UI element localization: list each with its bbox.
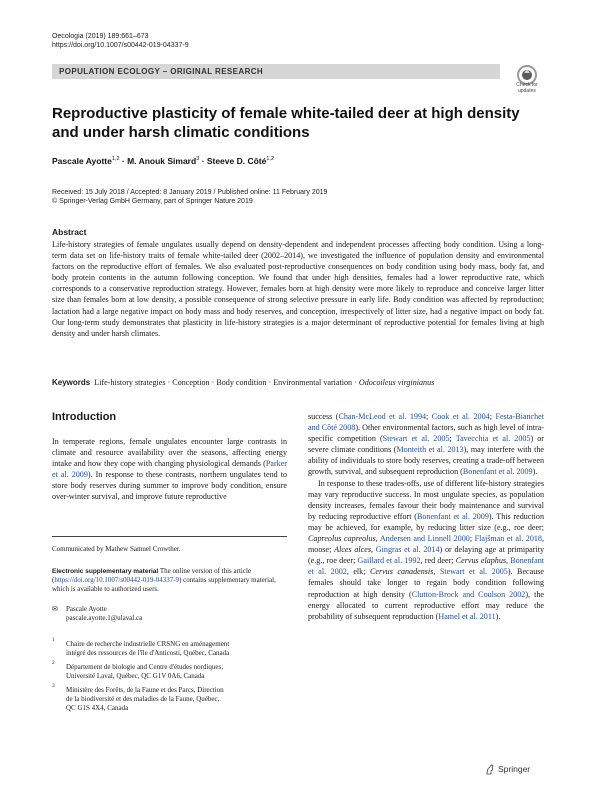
- journal-header: [52, 32, 189, 50]
- keywords-list: Life-history strategies · Conception · Body condition · Environmental variation ·: [94, 378, 359, 387]
- citation-link[interactable]: Cook et al. 2004: [431, 412, 490, 421]
- body-text: ). Because females should take longer to regain body condition following reproduction at high density (: [308, 567, 545, 599]
- body-text: ;: [426, 412, 432, 421]
- corresponding-author: [66, 605, 286, 623]
- affiliation: Chaire de recherche industrielle CRSNG en aménagement intégré des ressources de l'île d'Anticosti, Québec, Canada: [66, 640, 230, 657]
- affiliation-number: 2: [52, 660, 55, 666]
- citation-link[interactable]: Hamel et al. 2011: [438, 611, 496, 621]
- abstract-text: Life-history strategies of female ungulates usually depend on density-dependent and independent processes affecting body condition. Using a long-term data set on life-history traits of female white-tailed deer (2002–2014), we investigated the influence of population density and environmental factors on the reproductive effort of females. We also evaluated post-reproductive consequences on body condition using body mass, body fat, and body protein contents in the autumn following conception. We found that under high densities, females had a lower reproductive rate, which corresponds to a conservative reproduction strategy. However, females born at high density were more likely to reproduce and conceive larger litter size than females born at low density, a possible consequence of strong selective pressure in early life. Body condition was affected by reproduction; lactation had a large negative impact on body mass and body reserves, and conception, irrespectively of litter size, had a negative impact on body fat. Our long-term study demonstrates that plasticity in life-history strategies is a major determinant of reproductive potential for females living at high density and under harsh climates.: [52, 240, 544, 338]
- body-text: ), the energy allocated to current reproductive effort may reduce the probability of subsequent reproduction (: [308, 589, 544, 621]
- citation-link[interactable]: Gingras et al. 2014: [375, 545, 440, 555]
- author-separator: ·: [199, 156, 207, 166]
- author-affiliation-ref: 1,2: [111, 156, 120, 163]
- citation-link[interactable]: Bonenfant et al. 2009: [462, 467, 533, 477]
- citation-link[interactable]: Tavecchia et al. 2005: [455, 434, 531, 444]
- keywords: [52, 377, 544, 388]
- citation-link[interactable]: Stewart et al. 2005: [439, 567, 508, 577]
- springer-horse-icon: [485, 764, 495, 775]
- body-text: , moose;: [308, 534, 545, 555]
- body-text: ) or delaying age at primiparity (e.g., roe deer;: [308, 545, 545, 566]
- affiliation-number: 1: [52, 637, 55, 643]
- body-text: ) or severe climate conditions (: [308, 434, 544, 455]
- citation-link[interactable]: Stewart et al. 2005: [382, 434, 450, 444]
- body-text: success (: [308, 412, 339, 421]
- citation-link[interactable]: Chan-McLeod et al. 1994: [338, 412, 427, 421]
- affiliation: Ministère des Forêts, de la Faune et des Parcs, Direction de la biodiversité et des maladies de la Faune, Québec, QC G1S 4X4, Canada: [66, 686, 224, 712]
- body-text: In response to these trades-offs, use of different life-history strategies may vary reproductive success. In most ungulate species, as population density increases, females favour their body maintenance and survival by reducing reproductive effort (: [308, 478, 544, 521]
- species-name: Cervus canadensis: [369, 567, 434, 577]
- intro-paragraph: [308, 478, 544, 622]
- body-text: ,: [371, 545, 376, 555]
- introduction-heading: Introduction: [52, 411, 117, 423]
- citation-link[interactable]: Parker et al. 2009: [52, 459, 287, 480]
- footnote-divider: [52, 536, 287, 537]
- author-list: [52, 156, 274, 166]
- affiliation: Département de biologie and Centre d'études nordiques, Université Laval, Québec, QC G1V 0A6, Canada: [66, 663, 223, 680]
- section-label-bar: [52, 64, 500, 79]
- citation-link[interactable]: Clutton-Brock and Coulson 2002: [411, 589, 526, 599]
- species-name: Capreolus capreolus: [308, 534, 376, 544]
- body-text: ).: [495, 611, 501, 621]
- species-name: Alces alces: [334, 545, 372, 555]
- publication-history: Received: 15 July 2018 / Accepted: 8 January 2019 / Published online: 11 February 2019: [52, 189, 328, 196]
- communicated-by: Communicated by Mathew Samuel Crowther.: [52, 545, 181, 553]
- corresponding-author-email[interactable]: pascale.ayotte.1@ulaval.ca: [66, 614, 143, 622]
- body-text: ). Other environmental factors, such as high level of intra-specific competition (: [308, 423, 544, 444]
- citation-link[interactable]: Gaillard et al. 1992: [357, 556, 421, 566]
- esm-label: Electronic supplementary material: [52, 568, 159, 575]
- body-text: ,: [433, 567, 440, 577]
- citation-link[interactable]: Bonenfant et al. 2009: [416, 511, 489, 521]
- body-text: ;: [469, 534, 475, 544]
- citation-link[interactable]: Monteith et al. 2013: [396, 445, 464, 455]
- corresponding-author-name: Pascale Ayotte: [66, 605, 107, 613]
- journal-citation: Oecologia (2019) 189:661–673: [52, 33, 149, 40]
- article-dates: [52, 188, 522, 206]
- intro-paragraph: [52, 436, 287, 503]
- body-text: ;: [449, 434, 456, 444]
- envelope-icon: ✉: [52, 605, 58, 613]
- keywords-label: Keywords: [52, 378, 91, 387]
- body-text: ,: [375, 534, 380, 544]
- body-text: ), may interfere with the ability of individuals to store body reserves, creating a trade-off between growth, survival, and subsequent reproduction (: [308, 445, 545, 477]
- citation-link[interactable]: Festa-Bianchet and Côté 2008: [308, 412, 544, 433]
- intro-paragraph: [308, 411, 544, 478]
- author-separator: ·: [119, 156, 128, 166]
- body-text: ). In response to these contrasts, northern ungulates tend to store body reserves during summer to improve body condition, ensure over-winter survival, and improve future reproductive: [52, 470, 287, 502]
- body-text: In temperate regions, female ungulates encounter large contrasts in climate and resource availability over the seasons, affecting energy intake and how they cope with changing physiological demands (: [52, 437, 287, 469]
- article-title: Reproductive plasticity of female white-tailed deer at high density and under harsh climatic conditions: [52, 105, 520, 141]
- body-text: , elk;: [346, 567, 370, 577]
- author-affiliation-ref: 1,2: [266, 156, 274, 163]
- citation-link[interactable]: Bonenfant et al. 2002: [308, 556, 544, 577]
- body-text: ,: [506, 556, 511, 566]
- esm-link[interactable]: https://doi.org/10.1007/s00442-019-04337-9: [54, 576, 180, 584]
- species-name: Cervus elaphus: [455, 556, 507, 566]
- intro-column-left: [52, 436, 287, 503]
- author-name[interactable]: M. Anouk Simard: [127, 156, 197, 166]
- publisher-logo: Springer: [498, 764, 531, 774]
- author-name[interactable]: Pascale Ayotte: [52, 156, 112, 166]
- copyright-line: © Springer-Verlag GmbH Germany, part of Springer Nature 2019: [52, 198, 253, 205]
- intro-column-right: [308, 411, 544, 622]
- esm-note: Electronic supplementary material The online version of this article (https://doi.org/10.1007/s00442-019-04337-9) contains supplementary material, which is available to authorized users.: [52, 567, 276, 593]
- body-text: , red deer;: [420, 556, 456, 566]
- affiliation-number: 3: [52, 683, 55, 689]
- keyword-species: Odocoileus virginianus: [358, 378, 435, 387]
- section-label: POPULATION ECOLOGY – ORIGINAL RESEARCH: [59, 67, 264, 76]
- citation-link[interactable]: Flajšman et al. 2018: [474, 534, 542, 544]
- citation-link[interactable]: Andersen and Linnell 2000: [379, 534, 470, 544]
- abstract-heading: Abstract: [52, 227, 87, 237]
- author-name[interactable]: Steeve D. Côté: [206, 156, 267, 166]
- doi-link[interactable]: https://doi.org/10.1007/s00442-019-04337-9: [52, 42, 189, 49]
- body-text: ;: [489, 412, 496, 421]
- body-text: ). This reduction may be achieved, for example, by reducing litter size (e.g., roe deer;: [308, 511, 544, 532]
- check-for-updates-label[interactable]: Check for updates: [516, 82, 538, 94]
- author-affiliation-ref: 3: [196, 156, 200, 163]
- body-text: ).: [532, 467, 538, 477]
